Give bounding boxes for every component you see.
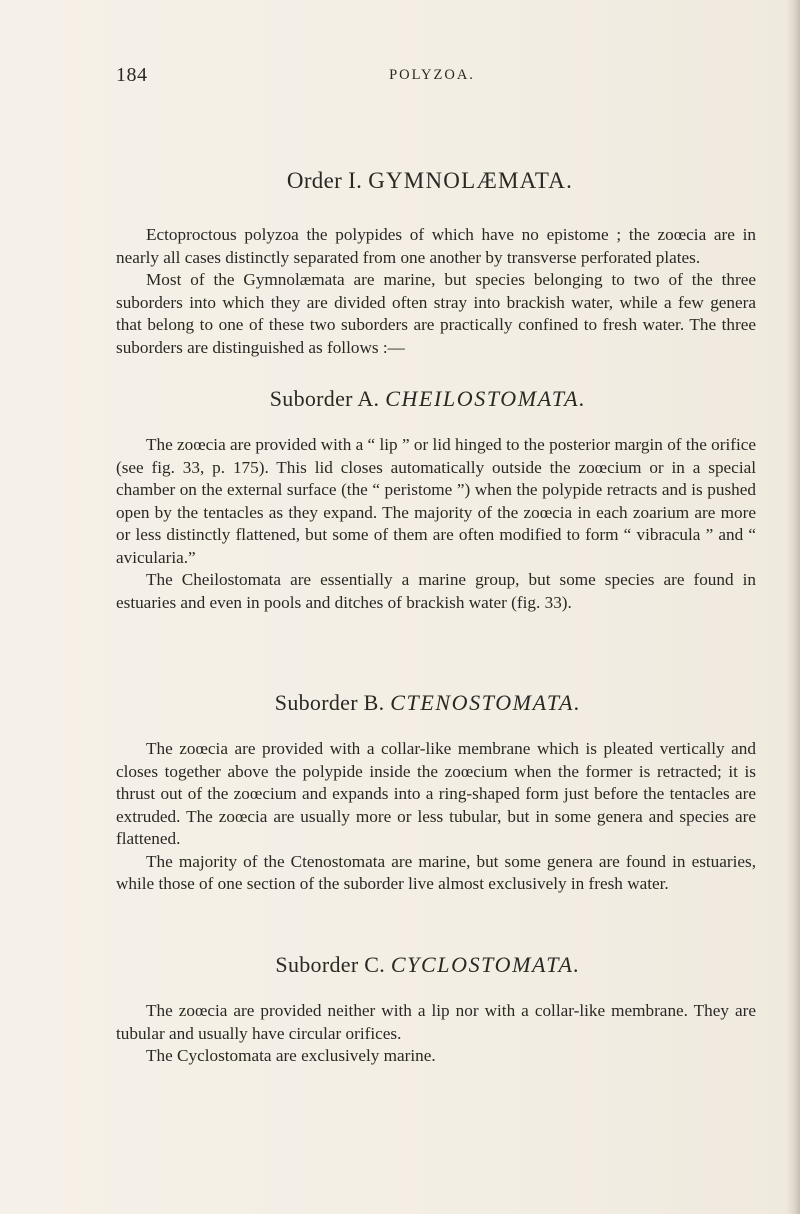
suborder-heading-c bbox=[108, 952, 748, 978]
suborder-prefix: Suborder B. bbox=[274, 690, 385, 715]
suborder-heading-b bbox=[108, 690, 748, 716]
suborder-name: CYCLOSTOMATA. bbox=[390, 952, 581, 977]
running-head bbox=[116, 64, 756, 88]
suborder-heading-a bbox=[108, 386, 748, 412]
intro-section bbox=[116, 224, 756, 359]
suborder-paragraph: The Cheilostomata are essentially a marine group, but some species are found in estuaries and even in pools and ditches of brackish water (fig. 33). bbox=[116, 570, 756, 612]
suborder-paragraph: The zoœcia are provided with a collar-like membrane which is pleated vertically and closes together above the polypide inside the zoœcium when the former is retracted; it is thrust out of the zoœcium and expands into a ring-shaped form just before the tentacles are extruded. The zoœcia are usually more or less tubular, but in some genera and species are flattened. bbox=[116, 739, 756, 848]
suborder-prefix: Suborder A. bbox=[269, 386, 380, 411]
page-edge-shadow bbox=[786, 0, 800, 1214]
suborder-paragraph: The majority of the Ctenostomata are marine, but some genera are found in estuaries, while those of one section of the suborder live almost exclusively in fresh water. bbox=[116, 851, 756, 893]
intro-paragraph: Ectoproctous polyzoa the polypides of which have no epistome ; the zoœcia are in nearly all cases distinctly separated from one another by transverse perforated plates. bbox=[116, 225, 756, 267]
order-prefix: Order I. bbox=[286, 168, 363, 193]
order-heading bbox=[110, 168, 750, 194]
suborder-name: CHEILOSTOMATA. bbox=[385, 386, 587, 411]
suborder-name: CTENOSTOMATA. bbox=[390, 690, 582, 715]
suborder-a-text bbox=[116, 434, 756, 614]
suborder-c-text bbox=[116, 1000, 756, 1068]
suborder-paragraph: The zoœcia are provided with a “ lip ” or lid hinged to the posterior margin of the orifice (see fig. 33, p. 175). This lid closes automatically outside the zoœcium or in a special chamber on the external surface (the “ peristome ”) when the polypide retracts and is pushed open by the tentacles as they expand. The majority of the zoœcia in each zoarium are more or less distinctly flattened, but some of them are often modified to form “ vibracula ” and “ avicularia.” bbox=[116, 435, 756, 567]
suborder-b-text bbox=[116, 738, 756, 896]
intro-paragraph: Most of the Gymnolæmata are marine, but species belonging to two of the three suborders into which they are divided often stray into brackish water, while a few genera that belong to one of these two suborders are practically confined to fresh water. The three suborders are distinguished as follows :— bbox=[116, 270, 756, 357]
running-title: POLYZOA. bbox=[389, 67, 475, 83]
page-number: 184 bbox=[116, 64, 148, 86]
suborder-paragraph: The zoœcia are provided neither with a lip nor with a collar-like membrane. They are tubular and usually have circular orifices. bbox=[116, 1001, 756, 1043]
suborder-paragraph: The Cyclostomata are exclusively marine. bbox=[146, 1046, 436, 1065]
suborder-prefix: Suborder C. bbox=[275, 952, 386, 977]
order-name: GYMNOLÆMATA. bbox=[368, 168, 574, 193]
